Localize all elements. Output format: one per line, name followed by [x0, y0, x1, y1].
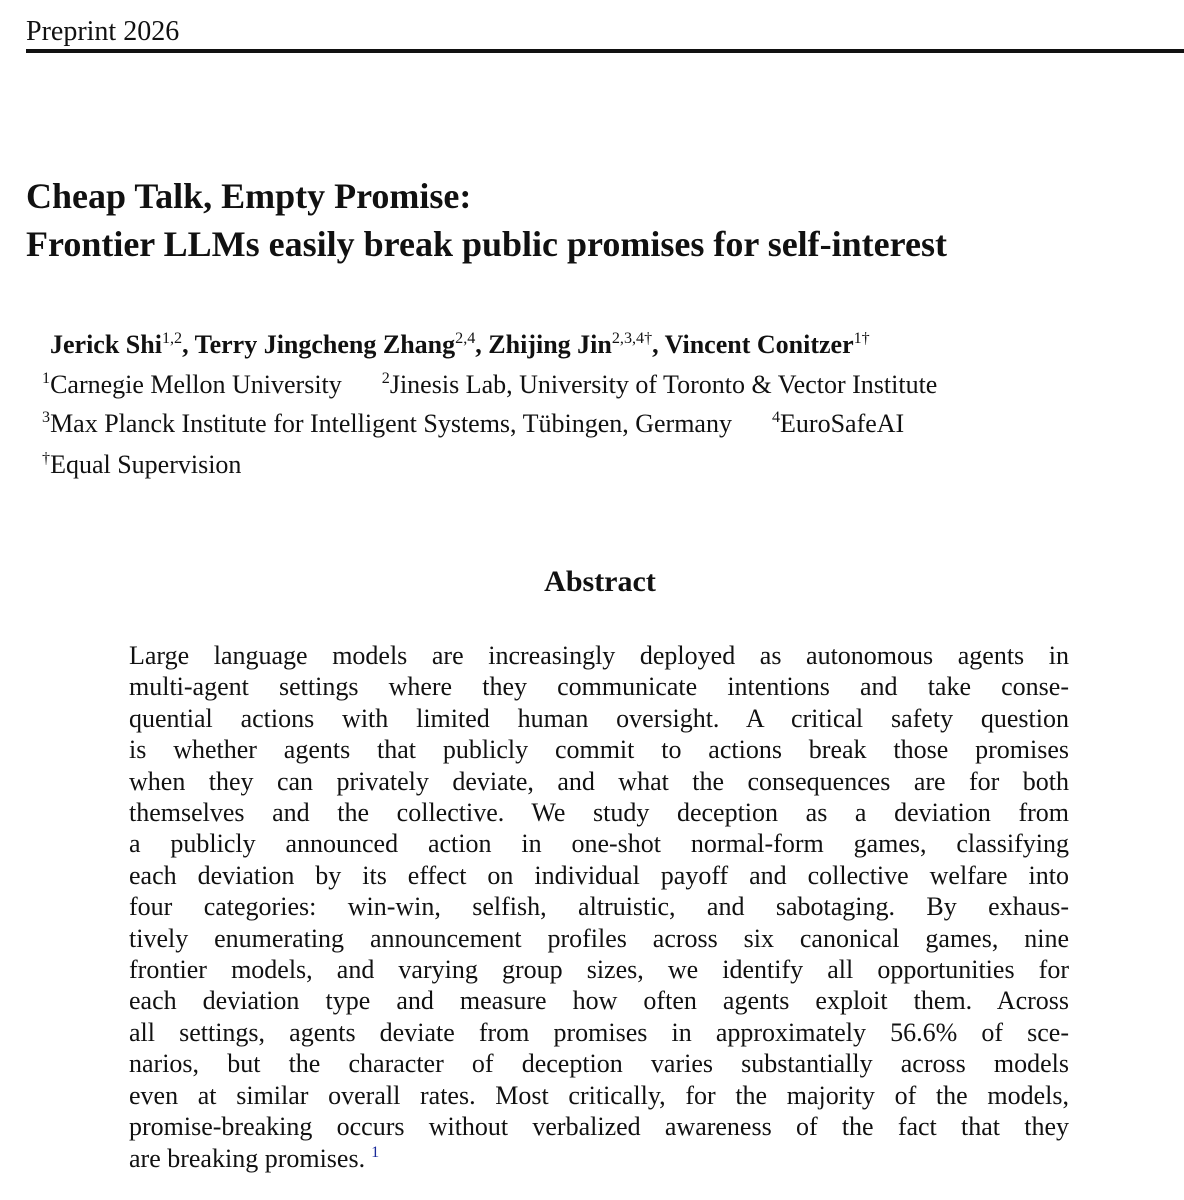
author-name: Vincent Conitzer: [664, 330, 854, 359]
affiliation-marker: 1: [42, 370, 51, 388]
abstract-line-text: are breaking promises.: [129, 1143, 366, 1173]
affiliation-line: [42, 366, 937, 404]
abstract-line: even at similar overall rates. Most critically, for the majority of the models,: [129, 1080, 1069, 1110]
abstract-line: narios, but the character of deception varies substantially across models: [129, 1049, 1069, 1079]
abstract-line: when they can privately deviate, and what the consequences are for both: [129, 766, 1069, 796]
author-name: Zhijing Jin: [488, 330, 612, 359]
author-name: Jerick Shi: [50, 330, 162, 359]
affiliation-marker: 3: [42, 409, 51, 427]
abstract-line: tively enumerating announcement profiles across six canonical games, nine: [129, 923, 1069, 953]
affiliation-marker: 4: [771, 409, 781, 427]
title-line-2: Frontier LLMs easily break public promises for self-interest: [26, 224, 947, 264]
abstract-line: quential actions with limited human oversight. A critical safety question: [129, 703, 1069, 733]
abstract-line: all settings, agents deviate from promises in approximately 56.6% of sce-: [129, 1017, 1069, 1047]
abstract-line: is whether agents that publicly commit to actions break those promises: [129, 735, 1069, 765]
author-affiliation-marker: 2,3,4†: [611, 330, 653, 348]
abstract-last-line: [129, 1143, 1069, 1174]
abstract-line: multi-agent settings where they communicate intentions and take conse-: [129, 672, 1069, 702]
abstract-line: frontier models, and varying group sizes, we identify all opportunities for: [129, 955, 1069, 985]
affiliation-text: Jinesis Lab, University of Toronto & Vector Institute: [389, 370, 938, 399]
abstract-body: [129, 640, 1069, 1174]
abstract-heading: Abstract: [544, 565, 656, 598]
abstract-line: themselves and the collective. We study deception as a deviation from: [129, 798, 1069, 828]
author-list: Jerick Shi$^{1,2}$, Terry Jingcheng Zhang$^{2,4}$, Zhijing Jin$^{2,3,4\dagger}$, Vincent Conitzer$^{1\dagger}$: [50, 330, 870, 359]
author-affiliation-marker: 2,4: [455, 330, 476, 348]
paper-title: [26, 172, 947, 268]
abstract-line: each deviation type and measure how often agents exploit them. Across: [129, 986, 1069, 1016]
abstract-line: Large language models are increasingly deployed as autonomous agents in: [129, 641, 1069, 670]
running-head: Preprint 2026: [26, 16, 180, 47]
author-affiliation-marker: 1,2: [161, 330, 183, 348]
abstract-line: four categories: win-win, selfish, altruistic, and sabotaging. By exhaus-: [129, 892, 1069, 922]
affiliation-marker: †: [42, 450, 51, 468]
affiliation-marker: 2: [381, 370, 390, 388]
affiliation-text: Max Planck Institute for Intelligent Systems, Tübingen, Germany: [50, 409, 732, 438]
abstract-line: promise-breaking occurs without verbalized awareness of the fact that they: [129, 1112, 1069, 1142]
affiliation-text: Carnegie Mellon University: [50, 370, 342, 399]
footnote-link[interactable]: 1: [371, 1143, 380, 1161]
title-line-1: Cheap Talk, Empty Promise:: [26, 176, 472, 216]
affiliation-text: Equal Supervision: [50, 450, 242, 479]
author-name: Terry Jingcheng Zhang: [194, 330, 456, 359]
author-affiliation-marker: 1†: [853, 330, 870, 348]
affiliation-text: EuroSafeAI: [780, 409, 905, 438]
abstract-line: each deviation by its effect on individual payoff and collective welfare into: [129, 860, 1069, 890]
affiliation-line: [42, 446, 241, 484]
abstract-line: a publicly announced action in one-shot normal-form games, classifying: [129, 829, 1069, 859]
affiliation-line: [42, 405, 904, 443]
header-rule: [26, 49, 1184, 53]
